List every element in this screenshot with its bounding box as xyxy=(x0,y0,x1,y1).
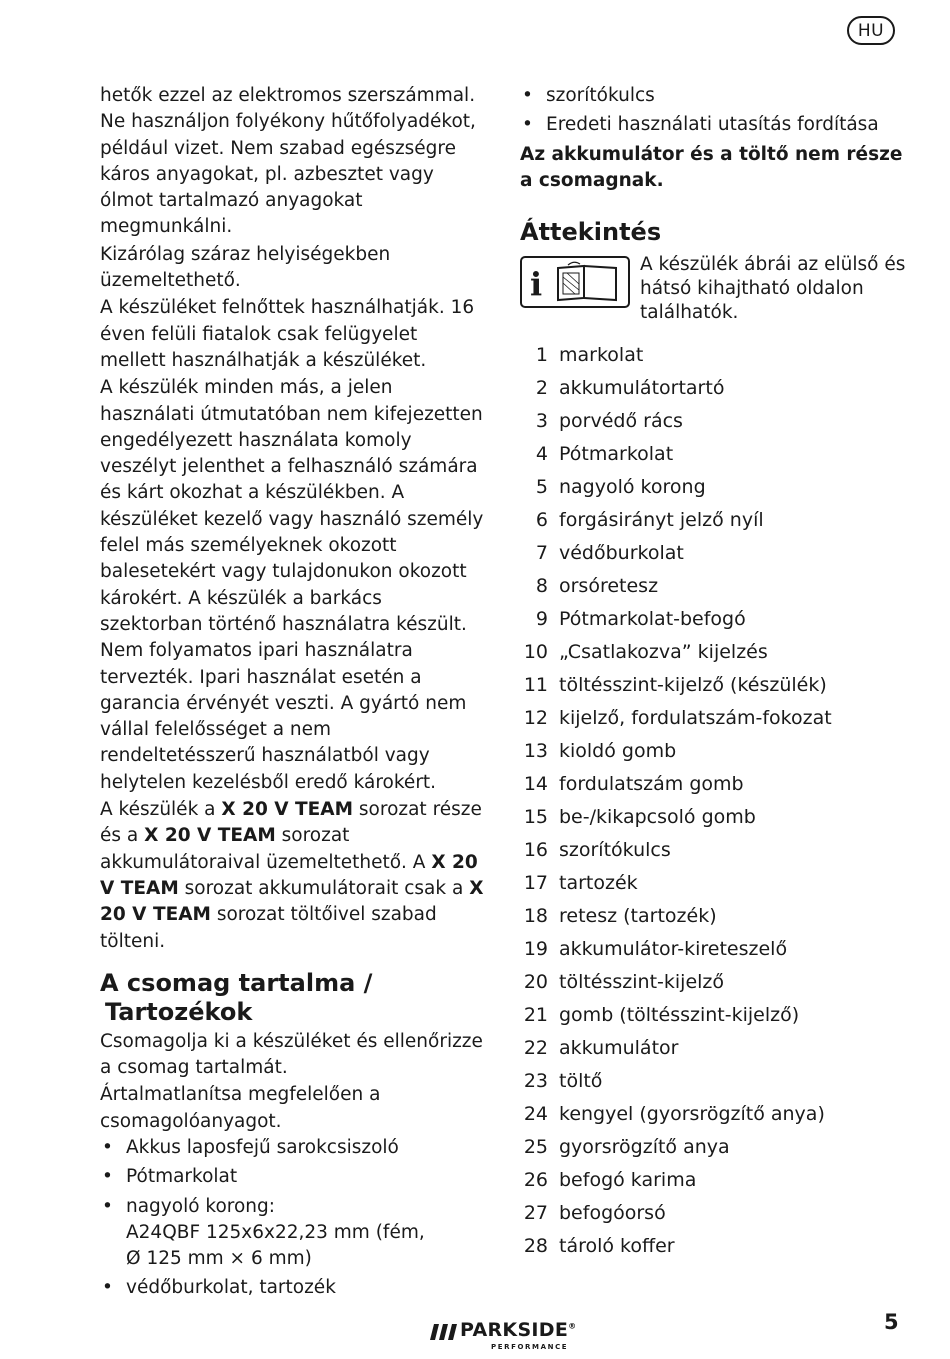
part-label: szorítókulcs xyxy=(559,839,671,862)
left-column xyxy=(100,83,488,1305)
part-label: kijelző, fordulatszám-fokozat xyxy=(559,707,832,730)
info-book-icon xyxy=(520,256,630,308)
parts-list xyxy=(520,339,908,1263)
part-number: 26 xyxy=(523,1169,548,1192)
part-label: akkumulátor xyxy=(559,1037,679,1060)
part-number: 19 xyxy=(523,938,548,961)
part-item xyxy=(520,438,908,471)
part-number: 13 xyxy=(523,740,548,763)
logo-stripes-icon xyxy=(430,1324,458,1340)
list-item: • Eredeti használati utasítás fordítása xyxy=(520,112,908,138)
dry-rooms-paragraph: Kizárólag száraz helyiségekben üzemeltethető. xyxy=(100,243,391,292)
liability-paragraph: A készülék minden más, a jelen használati útmutatóban nem kifejezetten engedélyezett használata komoly veszélyt jelenthet a felhasználó számára és kárt okozhat a készülékben. A készüléket kezelő vagy használó személy felel más személyeknek okozott balesetekért vagy tulajdonukon okozott károkért. A készülék a barkács szektorban történő használatra készült. Nem folyamatos ipari használatra tervezték. Ipari használat esetén a garancia érvényét veszti. A gyártó nem vállal felelősséget a nem rendeltetésszerű használatból vagy helytelen kezelésből eredő károkért. xyxy=(100,377,484,793)
svg-text:i: i xyxy=(530,265,543,304)
list-item: • nagyoló korong: A24QBF 125x6x22,23 mm (fém, Ø 125 mm × 6 mm) xyxy=(100,1194,488,1273)
page-number: 5 xyxy=(884,1310,899,1334)
part-item xyxy=(520,801,908,834)
package-contents-heading: A csomag tartalma / Tartozékok xyxy=(100,968,373,1026)
part-label: orsóretesz xyxy=(559,575,659,598)
info-row xyxy=(520,253,908,325)
part-label: kengyel (gyorsrögzítő anya) xyxy=(559,1103,825,1126)
part-number: 1 xyxy=(535,344,548,367)
part-label: kioldó gomb xyxy=(559,740,677,763)
part-label: Pótmarkolat-befogó xyxy=(559,608,746,631)
part-number: 28 xyxy=(523,1235,548,1258)
part-item xyxy=(520,1065,908,1098)
part-number: 9 xyxy=(535,608,548,631)
part-label: befogó karima xyxy=(559,1169,697,1192)
part-item xyxy=(520,1131,908,1164)
part-number: 23 xyxy=(523,1070,548,1093)
part-number: 27 xyxy=(523,1202,548,1225)
package-contents-list-continued xyxy=(520,83,908,139)
part-item xyxy=(520,603,908,636)
brand-name: PARKSIDE® xyxy=(460,1319,577,1341)
part-number: 22 xyxy=(523,1037,548,1060)
part-item xyxy=(520,1197,908,1230)
part-item xyxy=(520,405,908,438)
parkside-logo xyxy=(430,1318,590,1354)
part-item xyxy=(520,372,908,405)
right-column xyxy=(520,83,908,1263)
part-label: fordulatszám gomb xyxy=(559,773,744,796)
battery-not-included-note: Az akkumulátor és a töltő nem része a csomagnak. xyxy=(520,143,903,191)
part-label: akkumulátortartó xyxy=(559,377,725,400)
part-label: nagyoló korong xyxy=(559,476,706,499)
part-label: be-/kikapcsoló gomb xyxy=(559,806,756,829)
part-number: 21 xyxy=(523,1004,548,1027)
part-label: forgásirányt jelző nyíl xyxy=(559,509,764,532)
part-label: töltésszint-kijelző xyxy=(559,971,725,994)
part-label: Pótmarkolat xyxy=(559,443,674,466)
part-item xyxy=(520,1230,908,1263)
info-text: A készülék ábrái az elülső és hátsó kihajtható oldalon találhatók. xyxy=(640,254,906,324)
intended-use-paragraph: hetők ezzel az elektromos szerszámmal. Ne használjon folyékony hűtőfolyadékot, például vizet. Nem szabad egészségre káros anyagokat, pl. azbesztet vagy ólmot tartalmazó anyagokat megmunkálni. xyxy=(100,85,476,238)
part-item xyxy=(520,867,908,900)
adults-paragraph: A készüléket felnőttek használhatják. 16 éven felüli fiatalok csak felügyelet mellett használhatják a készüléket. xyxy=(100,297,475,371)
part-item xyxy=(520,834,908,867)
part-item xyxy=(520,768,908,801)
part-label: gyorsrögzítő anya xyxy=(559,1136,730,1159)
part-number: 14 xyxy=(523,773,548,796)
part-item xyxy=(520,1098,908,1131)
part-item xyxy=(520,504,908,537)
part-label: akkumulátor-kireteszelő xyxy=(559,938,788,961)
part-item xyxy=(520,669,908,702)
part-number: 24 xyxy=(523,1103,548,1126)
part-number: 12 xyxy=(523,707,548,730)
part-item xyxy=(520,339,908,372)
part-label: „Csatlakozva” kijelzés xyxy=(559,641,768,664)
part-item xyxy=(520,933,908,966)
part-item xyxy=(520,735,908,768)
part-number: 6 xyxy=(535,509,548,532)
part-number: 8 xyxy=(535,575,548,598)
part-number: 5 xyxy=(535,476,548,499)
part-item xyxy=(520,471,908,504)
part-item xyxy=(520,1164,908,1197)
part-label: retesz (tartozék) xyxy=(559,905,717,928)
part-number: 20 xyxy=(523,971,548,994)
list-item: • Akkus laposfejű sarokcsiszoló xyxy=(100,1135,488,1161)
part-item xyxy=(520,702,908,735)
part-item xyxy=(520,966,908,999)
part-item xyxy=(520,1032,908,1065)
part-item xyxy=(520,570,908,603)
part-label: töltő xyxy=(559,1070,603,1093)
list-item: • védőburkolat, tartozék xyxy=(100,1275,488,1301)
part-number: 16 xyxy=(523,839,548,862)
part-label: gomb (töltésszint-kijelző) xyxy=(559,1004,800,1027)
part-number: 17 xyxy=(523,872,548,895)
dispose-packaging-paragraph: Ártalmatlanítsa megfelelően a csomagolóanyagot. xyxy=(100,1084,381,1132)
part-label: porvédő rács xyxy=(559,410,683,433)
part-item xyxy=(520,999,908,1032)
part-label: tároló koffer xyxy=(559,1235,675,1258)
brand-subtitle: PERFORMANCE xyxy=(491,1343,569,1351)
part-label: védőburkolat xyxy=(559,542,684,565)
team-series-paragraph: A készülék a X 20 V TEAM sorozat része és a X 20 V TEAM sorozat akkumulátoraival üzemeltethető. A X 20 V TEAM sorozat akkumulátorait csak a X 20 V TEAM sorozat töltőivel szabad tölteni. xyxy=(100,799,484,952)
list-item: • Pótmarkolat xyxy=(100,1164,488,1190)
part-number: 3 xyxy=(535,410,548,433)
part-number: 18 xyxy=(523,905,548,928)
part-number: 11 xyxy=(523,674,548,697)
part-number: 7 xyxy=(535,542,548,565)
language-badge: HU xyxy=(847,16,895,45)
part-label: töltésszint-kijelző (készülék) xyxy=(559,674,827,697)
part-number: 10 xyxy=(523,641,548,664)
part-number: 2 xyxy=(535,377,548,400)
part-number: 15 xyxy=(523,806,548,829)
part-item xyxy=(520,900,908,933)
part-label: tartozék xyxy=(559,872,638,895)
part-number: 4 xyxy=(535,443,548,466)
part-label: befogóorsó xyxy=(559,1202,666,1225)
package-contents-list xyxy=(100,1135,488,1302)
part-number: 25 xyxy=(523,1136,548,1159)
part-item xyxy=(520,537,908,570)
unpack-paragraph: Csomagolja ki a készüléket és ellenőrizze a csomag tartalmát. xyxy=(100,1030,483,1079)
part-label: markolat xyxy=(559,344,644,367)
list-item: • szorítókulcs xyxy=(520,83,908,109)
part-item xyxy=(520,636,908,669)
overview-heading: Áttekintés xyxy=(520,218,662,247)
